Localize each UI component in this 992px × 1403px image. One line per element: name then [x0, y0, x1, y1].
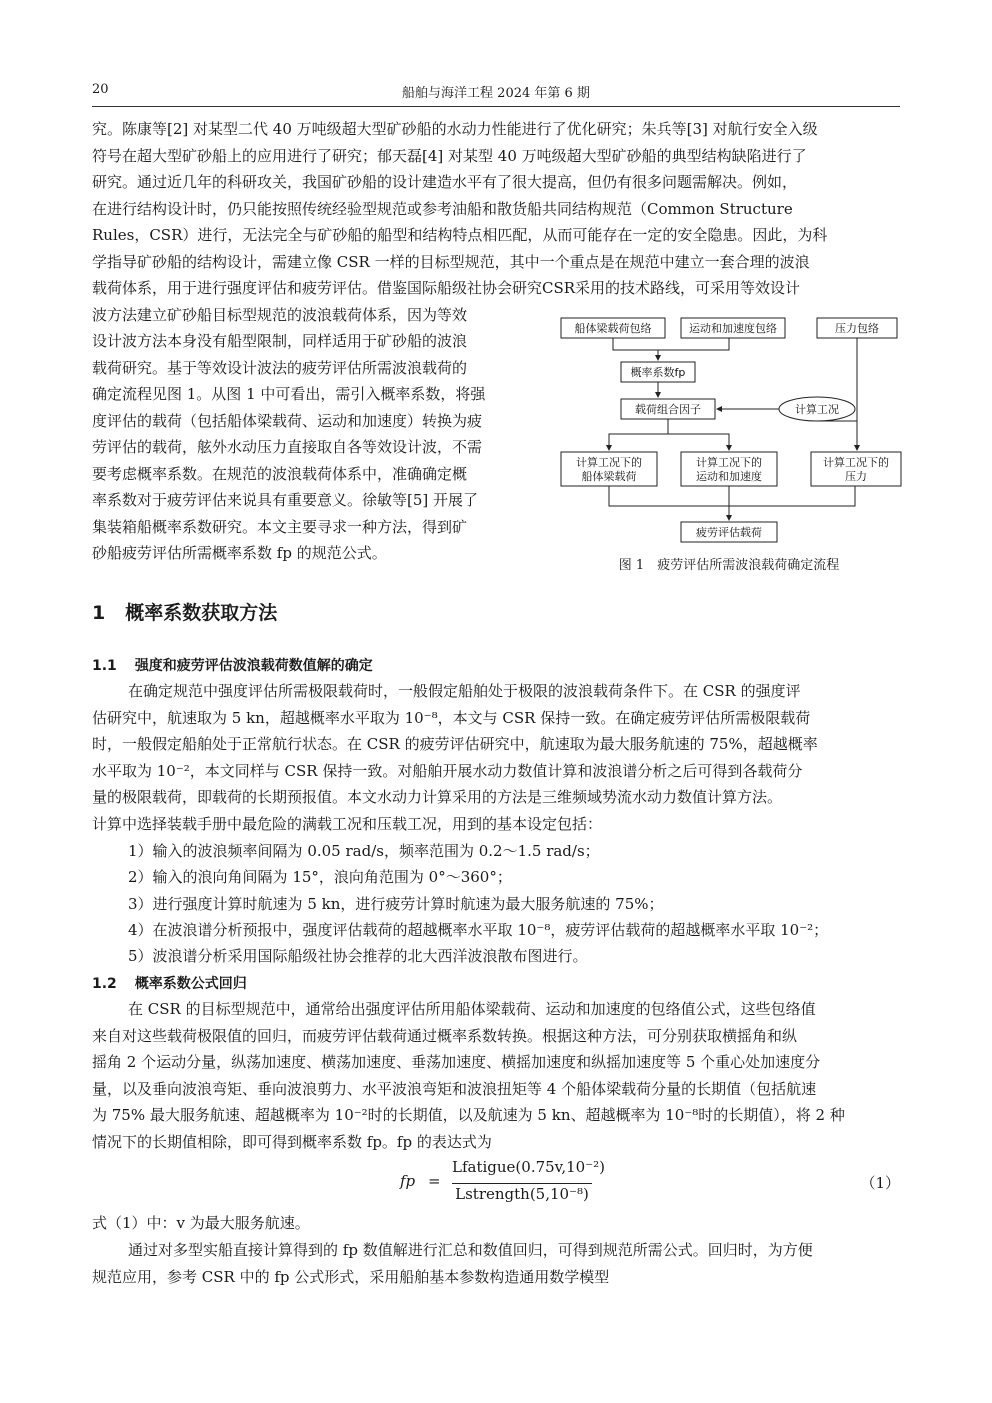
node-load-case-label: 计算工况 [795, 403, 839, 416]
intro-narrow-line: 集装箱船概率系数研究。本文主要寻求一种方法，得到矿 [92, 517, 468, 536]
body-line: 情况下的长期值相除，即可得到概率系数 fp。fp 的表达式为 [92, 1132, 492, 1151]
node-motion-envelope-label: 运动和加速度包络 [689, 322, 777, 335]
node-motion-calc-label-1: 计算工况下的 [696, 456, 762, 469]
equation-1 [400, 1158, 900, 1210]
intro-line: 究。陈康等[2] 对某型二代 40 万吨级超大型矿砂船的水动力性能进行了优化研究；朱兵等[3] 对航行安全入级 [92, 120, 818, 138]
body-line: 时，一般假定船舶处于正常航行状态。在 CSR 的疲劳评估研究中，航速取为最大服务航速的 75%，超越概率 [92, 735, 818, 753]
intro-narrow-line: 度评估的载荷（包括船体梁载荷、运动和加速度）转换为疲 [92, 411, 483, 430]
list-item: 5）波浪谱分析采用国际船级社协会推荐的北大西洋波浪散布图进行。 [128, 947, 588, 965]
intro-narrow-line: 劳评估的载荷，舷外水动压力直接取自各等效设计波，不需 [92, 438, 483, 456]
section-heading [92, 598, 277, 625]
intro-line: 学指导矿砂船的结构设计，需建立像 CSR 一样的目标型规范，其中一个重点是在规范中建立一套合理的波浪 [92, 252, 810, 271]
body-line: 水平取为 10⁻²，本文同样与 CSR 保持一致。对船舶开展水动力数值计算和波浪谱分析之后可得到各载荷分 [92, 761, 803, 780]
intro-narrow-line: 确定流程见图 1。从图 1 中可看出，需引入概率系数，将强 [92, 385, 486, 403]
figure-caption: 图 1 疲劳评估所需波浪载荷确定流程 [618, 558, 840, 573]
subsection-heading [92, 655, 373, 675]
body-line: 来自对这些载荷极限值的回归，而疲劳评估载荷通过概率系数转换。根据这种方法，可分别获取横摇角和纵 [92, 1026, 798, 1045]
node-motion-calc-label-2: 运动和加速度 [696, 470, 762, 483]
intro-line: 在进行结构设计时，仍只能按照传统经验型规范或参考油船和散货船共同结构规范（Common Structure [92, 199, 793, 218]
list-item: 3）进行强度计算时航速为 5 kn，进行疲劳计算时航速为最大服务航速的 75%； [128, 895, 664, 913]
intro-narrow-line: 率系数对于疲劳评估来说具有重要意义。徐敏等[5] 开展了 [92, 491, 479, 509]
intro-narrow-line: 要考虑概率系数。在规范的波浪载荷体系中，准确确定概 [92, 464, 468, 483]
intro-narrow-line: 载荷研究。基于等效设计波法的疲劳评估所需波浪载荷的 [92, 358, 468, 377]
body-line: 为 75% 最大服务航速、超越概率为 10⁻²时的长期值，以及航速为 5 kn、超越概率为 10⁻⁸时的长期值），将 2 种 [92, 1106, 845, 1124]
equation-numerator: Lfatigue(0.75v,10⁻²) [452, 1158, 606, 1176]
subsection-title: 强度和疲劳评估波浪载荷数值解的确定 [134, 658, 373, 674]
subsection-title: 概率系数公式回归 [134, 976, 247, 992]
section-number: 1 [92, 602, 106, 624]
intro-narrow-line: 波方法建立矿砂船目标型规范的波浪载荷体系，因为等效 [92, 305, 468, 324]
intro-line: 载荷体系，用于进行强度评估和疲劳评估。借鉴国际船级社协会研究CSR采用的技术路线，可采用等效设计 [92, 279, 801, 297]
page-header [92, 78, 900, 102]
intro-line: Rules，CSR）进行，无法完全与矿砂船的船型和结构特点相匹配，从而可能存在一定的安全隐患。因此，为科 [92, 226, 828, 244]
fraction-bar [452, 1183, 592, 1184]
node-hull-envelope-label: 船体梁载荷包络 [574, 322, 652, 335]
subsection-number: 1.1 [92, 658, 117, 674]
body-line: 规范应用，参考 CSR 中的 fp 公式形式，采用船舶基本参数构造通用数学模型 [92, 1267, 610, 1286]
equation-lhs: fp [400, 1172, 416, 1190]
body-line: 在确定规范中强度评估所需极限载荷时，一般假定船舶处于极限的波浪载荷条件下。在 CSR 的强度评 [128, 682, 801, 700]
body-line: 在 CSR 的目标型规范中，通常给出强度评估所用船体梁载荷、运动和加速度的包络值公式，这些包络值 [128, 1000, 816, 1018]
node-load-combo-label: 载荷组合因子 [635, 403, 701, 416]
intro-line: 符号在超大型矿砂船上的应用进行了研究；郁天磊[4] 对某型 40 万吨级超大型矿砂船的典型结构缺陷进行了 [92, 146, 807, 165]
header-rule [92, 106, 900, 107]
flowchart [555, 310, 903, 550]
node-hull-calc-label-2: 船体梁载荷 [581, 470, 637, 483]
equation-denominator: Lstrength(5,10⁻⁸) [455, 1185, 589, 1203]
section-title: 概率系数获取方法 [125, 602, 278, 624]
node-fatigue-label: 疲劳评估载荷 [696, 526, 762, 539]
equation-number: （1） [860, 1174, 900, 1192]
intro-narrow-line: 砂船疲劳评估所需概率系数 fp 的规范公式。 [92, 544, 387, 562]
subsection-number: 1.2 [92, 976, 117, 992]
body-line: 通过对多型实船直接计算得到的 fp 数值解进行汇总和数值回归，可得到规范所需公式。回归时，为方便 [128, 1241, 813, 1259]
node-pressure-envelope-label: 压力包络 [835, 322, 879, 335]
node-pressure-calc-label-2: 压力 [845, 470, 867, 483]
intro-line: 研究。通过近几年的科研攻关，我国矿砂船的设计建造水平有了很大提高，但仍有很多问题需解决。例如， [92, 173, 798, 191]
equals-sign: = [428, 1172, 441, 1190]
subsection-heading [92, 973, 247, 993]
body-line: 量的极限载荷，即载荷的长期预报值。本文水动力计算采用的方法是三维频域势流水动力数值计算方法。 [92, 788, 783, 806]
node-prob-factor-label: 概率系数fp [630, 366, 686, 379]
figure-1 [555, 310, 903, 580]
body-line: 估研究中，航速取为 5 kn，超越概率水平取为 10⁻⁸，本文与 CSR 保持一致。在确定疲劳评估所需极限载荷 [92, 708, 811, 727]
body-line: 计算中选择装载手册中最危险的满载工况和压载工况，用到的基本设定包括： [92, 814, 603, 833]
body-line: 式（1）中：v 为最大服务航速。 [92, 1214, 310, 1232]
body-line: 量，以及垂向波浪弯矩、垂向波浪剪力、水平波浪弯矩和波浪扭矩等 4 个船体梁载荷分量的长期值（包括航速 [92, 1079, 817, 1098]
intro-narrow-line: 设计波方法本身没有船型限制，同样适用于矿砂船的波浪 [92, 332, 468, 350]
node-hull-calc-label-1: 计算工况下的 [576, 456, 642, 469]
list-item: 2）输入的浪向角间隔为 15°，浪向角范围为 0°～360°； [128, 868, 512, 886]
list-item: 4）在波浪谱分析预报中，强度评估载荷的超越概率水平取 10⁻⁸，疲劳评估载荷的超越概率水平取 10⁻²； [128, 921, 829, 939]
list-item: 1）输入的波浪频率间隔为 0.05 rad/s，频率范围为 0.2～1.5 rad/s； [128, 842, 600, 860]
node-pressure-calc-label-1: 计算工况下的 [823, 456, 889, 469]
journal-title: 船舶与海洋工程 2024 年第 6 期 [402, 86, 590, 101]
body-line: 摇角 2 个运动分量，纵荡加速度、横荡加速度、垂荡加速度、横摇加速度和纵摇加速度等 5 个重心处加速度分 [92, 1053, 821, 1071]
page-number: 20 [92, 82, 109, 97]
